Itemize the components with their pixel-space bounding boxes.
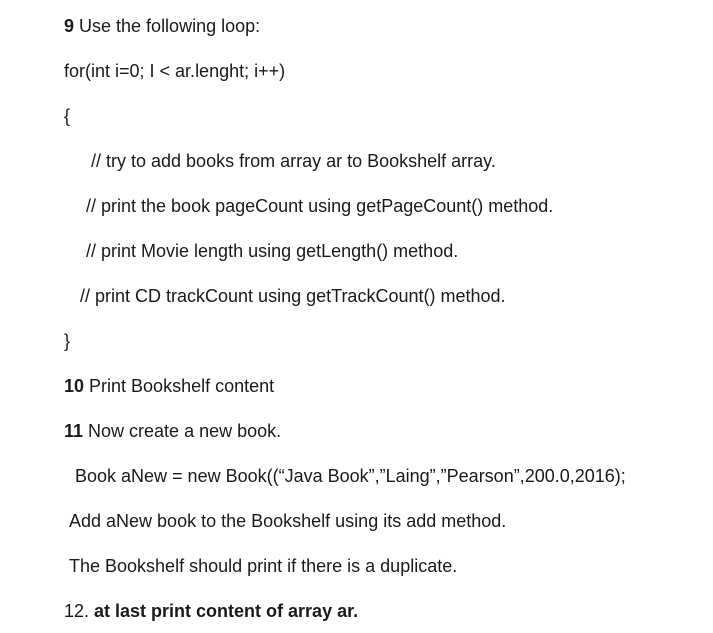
step-12-text: at last print content of array ar. bbox=[89, 601, 359, 621]
comment-add-books: // try to add books from array ar to Bookshelf array. bbox=[91, 151, 496, 171]
duplicate-instruction: The Bookshelf should print if there is a duplicate. bbox=[69, 556, 458, 576]
step-9 bbox=[64, 15, 260, 37]
step-10 bbox=[64, 375, 274, 397]
book-constructor-line: Book aNew = new Book((“Java Book”,”Laing”,”Pearson”,200.0,2016); bbox=[75, 466, 626, 486]
add-book-instruction: Add aNew book to the Bookshelf using its add method. bbox=[69, 511, 507, 531]
open-brace: { bbox=[64, 106, 71, 126]
step-9-text: Use the following loop: bbox=[74, 16, 261, 36]
comment-page-count: // print the book pageCount using getPageCount() method. bbox=[86, 196, 554, 216]
step-11-number: 11 bbox=[64, 421, 84, 441]
step-10-text: Print Bookshelf content bbox=[84, 376, 275, 396]
comment-track-count: // print CD trackCount using getTrackCount() method. bbox=[80, 286, 506, 306]
comment-movie-length: // print Movie length using getLength() method. bbox=[86, 241, 459, 261]
step-9-number: 9 bbox=[64, 16, 75, 36]
step-12-number: 12. bbox=[64, 601, 90, 621]
close-brace: } bbox=[64, 331, 71, 351]
for-loop-header: for(int i=0; I < ar.lenght; i++) bbox=[64, 61, 286, 81]
step-10-number: 10 bbox=[64, 376, 85, 396]
step-12 bbox=[64, 600, 358, 622]
step-11 bbox=[64, 420, 281, 442]
step-11-text: Now create a new book. bbox=[83, 421, 282, 441]
